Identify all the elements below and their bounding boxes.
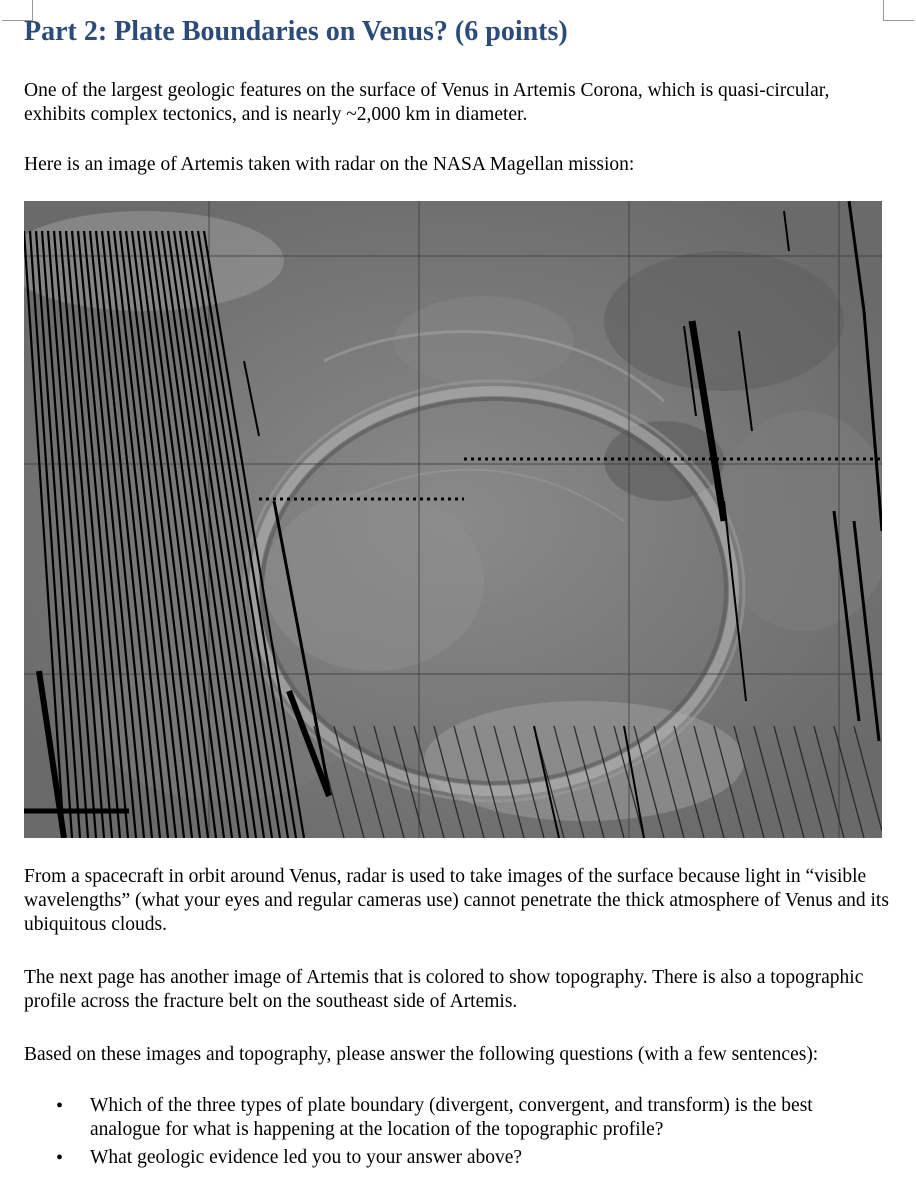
image-caption: Here is an image of Artemis taken with radar on the NASA Magellan mission: — [24, 154, 635, 175]
list-item: • What geologic evidence led you to your answer above? — [50, 1146, 880, 1170]
list-item: • Which of the three types of plate boundary (divergent, convergent, and transform) is the best analogue for what is happening at the location of the topographic profile? — [50, 1094, 880, 1142]
instruction-paragraph: Based on these images and topography, please answer the following questions (with a few sentences): — [24, 1044, 819, 1065]
radar-explanation-paragraph: From a spacecraft in orbit around Venus, radar is used to take images of the surface because light in “visible wavelengths” (what your eyes and regular cameras use) cannot penetrate the thick atmosphere of Venus and its ubiquitous clouds. — [24, 866, 889, 935]
page-corner-marker-right — [883, 0, 914, 21]
section-heading: Part 2: Plate Boundaries on Venus? (6 points) — [24, 16, 568, 47]
intro-paragraph: One of the largest geologic features on the surface of Venus in Artemis Corona, which is quasi-circular, exhibits complex tectonics, and is nearly ~2,000 km in diameter. — [24, 80, 830, 125]
next-page-paragraph: The next page has another image of Artemis that is colored to show topography. There is also a topographic profile across the fracture belt on the southeast side of Artemis. — [24, 967, 864, 1012]
question-list — [50, 1094, 880, 1174]
magellan-radar-image — [24, 201, 882, 838]
radar-image-graphic — [24, 201, 882, 838]
